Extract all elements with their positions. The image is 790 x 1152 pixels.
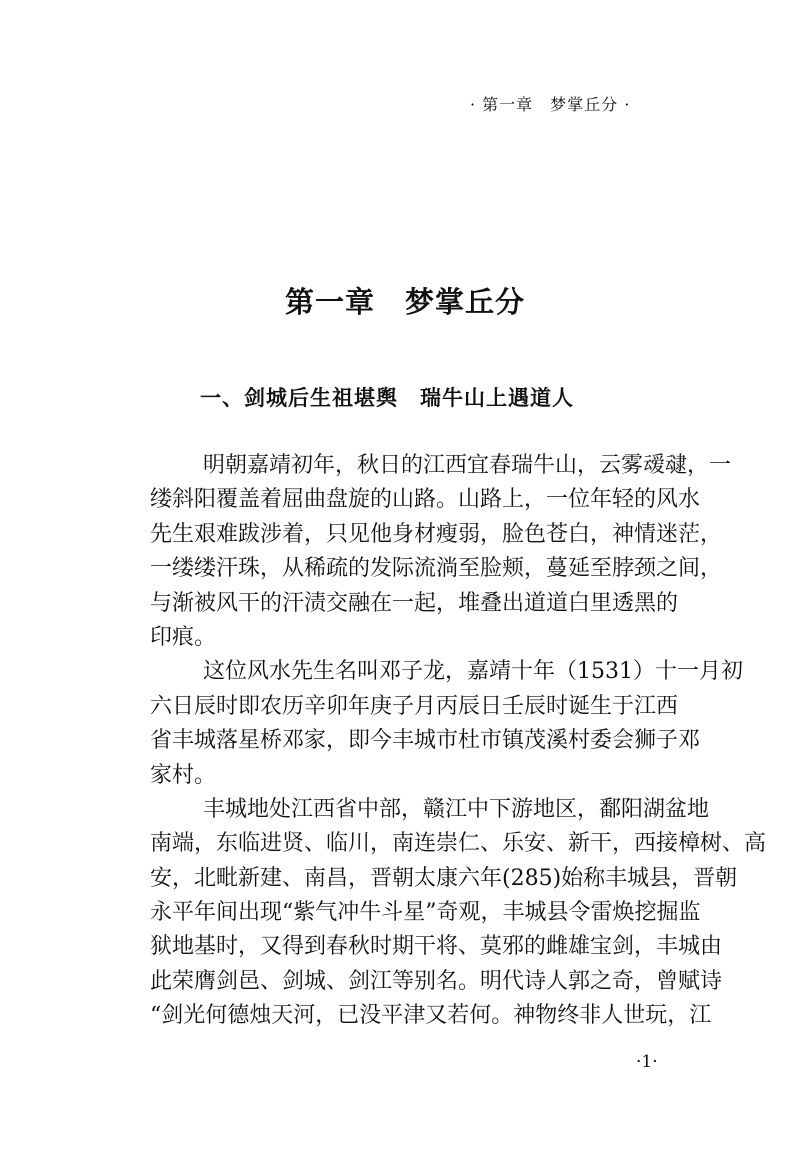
chapter-title: 第一章 梦掌丘分 [284,285,525,319]
text-line: 这位风水先生名叫邓子龙，嘉靖十年（1531）十一月初 [203,659,743,685]
text-line: “剑光何德烛天河，已没平津又若何。神物终非人世玩，江 [150,1003,712,1029]
running-head: · 第一章 梦掌丘分 · [470,95,631,114]
section-title: 一、剑城后生祖堪舆 瑞牛山上遇道人 [200,385,574,410]
text-line: 狱地基时，又得到春秋时期干将、莫邪的雌雄宝剑，丰城由 [150,934,723,960]
text-line: 丰城地处江西省中部，赣江中下游地区，鄱阳湖盆地 [203,796,710,822]
body-text [150,449,767,1034]
page-number: ·1· [636,1052,658,1072]
text-line: 明朝嘉靖初年，秋日的江西宜春瑞牛山，云雾叆叇，一 [203,453,732,478]
text-line: 先生艰难跋涉着，只见他身材瘦弱，脸色苍白，神情迷茫， [150,521,723,547]
text-line: 与渐被风干的汗渍交融在一起，堆叠出道道白里透黑的 [150,590,679,616]
text-line: 此荣膺剑邑、剑城、剑江等别名。明代诗人郭之奇，曾赋诗 [150,968,723,994]
text-line: 印痕。 [150,624,217,650]
paragraph [150,655,743,793]
paragraph [150,793,767,1034]
text-line: 南端，东临进贤、临川，南连崇仁、乐安、新干，西接樟树、高 [150,831,767,857]
text-line: 省丰城落星桥邓家，即今丰城市杜市镇茂溪村委会狮子邓 [150,728,701,754]
text-line: 一缕缕汗珠，从稀疏的发际流淌至脸颊，蔓延至脖颈之间， [150,556,723,582]
paragraph [150,449,732,655]
text-line: 家村。 [150,762,217,788]
text-line: 缕斜阳覆盖着屈曲盘旋的山路。山路上，一位年轻的风水 [150,487,701,513]
text-line: 六日辰时即农历辛卯年庚子月丙辰日壬辰时诞生于江西 [150,693,679,719]
text-line: 安，北毗新建、南昌，晋朝太康六年(285)始称丰城县，晋朝 [150,865,738,891]
text-line: 永平年间出现“紫气冲牛斗星”奇观，丰城县令雷焕挖掘监 [150,900,701,926]
